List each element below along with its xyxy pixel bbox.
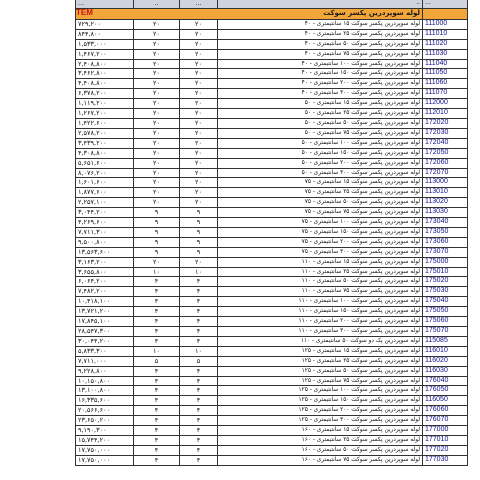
price-cell: ۴,۲۶۹,۶۰۰ bbox=[76, 218, 134, 228]
product-code-cell: 112000 bbox=[423, 99, 468, 109]
product-code-cell: 116050 bbox=[423, 396, 468, 406]
pack-cell: ۴ bbox=[180, 297, 218, 307]
description-cell: لوله سوپردرین پکسر سوکت ۱۰۰ سانتیمتری - ۱۲۵ bbox=[218, 386, 423, 396]
product-code-cell: 172060 bbox=[423, 158, 468, 168]
table-row bbox=[76, 208, 468, 218]
table-row bbox=[76, 89, 468, 99]
price-cell: ۳,۰۴۴,۲۰۰ bbox=[76, 208, 134, 218]
qty-cell: ۲۰ bbox=[134, 257, 180, 267]
description-cell: لوله سوپردرین پکسر سوکت ۲۵ سانتیمتری - ۷۵ bbox=[218, 188, 423, 198]
price-cell: ۵,۸۳۳,۳۰۰ bbox=[76, 346, 134, 356]
pack-cell: ۴ bbox=[180, 455, 218, 465]
pack-cell: ۲۰ bbox=[180, 49, 218, 59]
price-cell: ۱۷,۷۵۰,۰۰۰ bbox=[76, 455, 134, 465]
description-cell: لوله سوپردرین پکسر سوکت ۱۵۰ سانتیمتری - ۷۵ bbox=[218, 227, 423, 237]
pack-cell: ۹ bbox=[180, 227, 218, 237]
table-row bbox=[76, 128, 468, 138]
product-code-cell: 172070 bbox=[423, 168, 468, 178]
product-code-cell: 176040 bbox=[423, 376, 468, 386]
pack-cell: ۴ bbox=[180, 406, 218, 416]
price-cell: ۱۵,۷۴۴,۲۰۰ bbox=[76, 435, 134, 445]
pack-cell: ۹ bbox=[180, 237, 218, 247]
header-desc: .. bbox=[218, 0, 423, 8]
description-cell: لوله سوپردرین پکسر سوکت ۵۰ سانتیمتری - ۱۱۰ bbox=[218, 277, 423, 287]
price-cell: ۱,۲۶۷,۲۰۰ bbox=[76, 109, 134, 119]
qty-cell: ۴ bbox=[134, 327, 180, 337]
description-cell: لوله سوپردرین پکسر سوکت ۵۰ سانتیمتری - ۱۲۵ bbox=[218, 366, 423, 376]
price-list-table bbox=[75, 0, 468, 466]
price-cell: ۱۳,۷۲۱,۲۰۰ bbox=[76, 307, 134, 317]
description-cell: لوله سوپردرین پکسر سوکت ۱۵۰ سانتیمتری - ۱۱۰ bbox=[218, 307, 423, 317]
section-code-cell bbox=[423, 8, 468, 19]
product-code-cell: 111070 bbox=[423, 89, 468, 99]
qty-cell: ۴ bbox=[134, 445, 180, 455]
price-cell: ۲۰,۵۶۶,۶۰۰ bbox=[76, 406, 134, 416]
qty-cell: ۴ bbox=[134, 336, 180, 346]
pack-cell: ۴ bbox=[180, 327, 218, 337]
product-code-cell: 111030 bbox=[423, 49, 468, 59]
price-cell: ۹,۲۲۸,۸۰۰ bbox=[76, 366, 134, 376]
pack-cell: ۲۰ bbox=[180, 59, 218, 69]
qty-cell: ۹ bbox=[134, 227, 180, 237]
description-cell: لوله سوپردرین پکسر سوکت ۱۰۰ سانتیمتری - ۱۱۰ bbox=[218, 297, 423, 307]
price-cell: ۱,۱۱۹,۲۰۰ bbox=[76, 99, 134, 109]
description-cell: لوله سوپردرین پکسر سوکت ۲۵ سانتیمتری - ۵۰ bbox=[218, 109, 423, 119]
price-cell: ۴,۳۰۸,۸۰۰ bbox=[76, 148, 134, 158]
product-code-cell: 173050 bbox=[423, 227, 468, 237]
product-code-cell: 173060 bbox=[423, 237, 468, 247]
product-code-cell: 175060 bbox=[423, 317, 468, 327]
table-row bbox=[76, 257, 468, 267]
description-cell: لوله سوپردرین پکسر سوکت ۲۵ سانتیمتری - ۱۶۰ bbox=[218, 435, 423, 445]
pack-cell: ۴ bbox=[180, 376, 218, 386]
price-cell: ۳,۴۶۲,۸۰۰ bbox=[76, 69, 134, 79]
description-cell: لوله سوپردرین پکسر سوکت ۷۵ سانتیمتری - ۱۱۰ bbox=[218, 287, 423, 297]
product-code-cell: 176050 bbox=[423, 386, 468, 396]
price-cell: ۹,۱۹۰,۳۰۰ bbox=[76, 426, 134, 436]
qty-cell: ۲۰ bbox=[134, 118, 180, 128]
price-cell: ۹,۵۰۰,۸۰۰ bbox=[76, 237, 134, 247]
product-code-cell: 172020 bbox=[423, 118, 468, 128]
header-row bbox=[76, 0, 468, 8]
description-cell: لوله سوپردرین پکسر سوکت ۱۵ سانتیمتری - ۵۰ bbox=[218, 99, 423, 109]
price-cell: ۶,۰۶۴,۲۰۰ bbox=[76, 277, 134, 287]
pack-cell: ۲۰ bbox=[180, 257, 218, 267]
qty-cell: ۹ bbox=[134, 237, 180, 247]
qty-cell: ۴ bbox=[134, 396, 180, 406]
description-cell: لوله سوپردرین پکسر سوکت ۱۵ سانتیمتری - ۱۲۵ bbox=[218, 346, 423, 356]
qty-cell: ۴ bbox=[134, 277, 180, 287]
description-cell: لوله سوپردرین پکسر سوکت ۲۰۰ سانتیمتری - ۱۱۰ bbox=[218, 317, 423, 327]
description-cell: لوله سوپردرین پکسر سوکت ۵۰ سانتیمتری - ۷۵ bbox=[218, 198, 423, 208]
table-row bbox=[76, 138, 468, 148]
qty-cell: ۴ bbox=[134, 426, 180, 436]
description-cell: لوله سوپردرین پکسر سوکت ۱۵ سانتیمتری - ۱۶۰ bbox=[218, 426, 423, 436]
qty-cell: ۹ bbox=[134, 247, 180, 257]
product-code-cell: 111020 bbox=[423, 39, 468, 49]
qty-cell: ۲۰ bbox=[134, 178, 180, 188]
table-row bbox=[76, 386, 468, 396]
table-row bbox=[76, 366, 468, 376]
pack-cell: ۹ bbox=[180, 247, 218, 257]
product-code-cell: 175050 bbox=[423, 307, 468, 317]
table-row bbox=[76, 297, 468, 307]
description-cell: لوله سوپردرین پکسر سوکت ۲۰۰ سانتیمتری - ۴۰ bbox=[218, 79, 423, 89]
qty-cell: ۴ bbox=[134, 317, 180, 327]
qty-cell: ۲۰ bbox=[134, 89, 180, 99]
pack-cell: ۹ bbox=[180, 218, 218, 228]
table-row bbox=[76, 218, 468, 228]
description-cell: لوله سوپردرین پکسر سوکت ۵۰ سانتیمتری - ۴۰ bbox=[218, 39, 423, 49]
table-row bbox=[76, 426, 468, 436]
description-cell: لوله سوپردرین پکسر سوکت ۳۰۰ سانتیمتری - ۱۲۵ bbox=[218, 416, 423, 426]
price-cell: ۱۳,۱۰۰,۸۰۰ bbox=[76, 386, 134, 396]
product-code-cell: 177030 bbox=[423, 455, 468, 465]
description-cell: لوله سوپردرین پکسر سوکت ۳۰۰ سانتیمتری - ۱۱۰ bbox=[218, 327, 423, 337]
product-code-cell: 113030 bbox=[423, 208, 468, 218]
description-cell: لوله سوپردرین پکسر سوکت ۷۵ سانتیمتری - ۱۲۵ bbox=[218, 376, 423, 386]
price-cell: ۱۶,۳۳۵,۶۰۰ bbox=[76, 396, 134, 406]
qty-cell: ۱۰ bbox=[134, 346, 180, 356]
qty-cell: ۴ bbox=[134, 376, 180, 386]
product-code-cell: 173070 bbox=[423, 247, 468, 257]
table-row bbox=[76, 188, 468, 198]
product-code-cell: 177020 bbox=[423, 445, 468, 455]
table-row bbox=[76, 327, 468, 337]
price-cell: ۲,۴۰۸,۸۰۰ bbox=[76, 59, 134, 69]
pack-cell: ۴ bbox=[180, 287, 218, 297]
table-row bbox=[76, 445, 468, 455]
header-col-a: .. bbox=[134, 0, 180, 8]
pack-cell: ۴ bbox=[180, 445, 218, 455]
description-cell: لوله سوپردرین پکسر سوکت ۷۵ سانتیمتری - ۷۵ bbox=[218, 208, 423, 218]
qty-cell: ۴ bbox=[134, 435, 180, 445]
table-row bbox=[76, 406, 468, 416]
table-row bbox=[76, 168, 468, 178]
product-code-cell: 113010 bbox=[423, 188, 468, 198]
product-code-cell: 173040 bbox=[423, 218, 468, 228]
product-code-cell: 116020 bbox=[423, 356, 468, 366]
pack-cell: ۲۰ bbox=[180, 148, 218, 158]
product-code-cell: 172030 bbox=[423, 128, 468, 138]
table-row bbox=[76, 198, 468, 208]
pack-cell: ۴ bbox=[180, 307, 218, 317]
price-cell: ۷۲۹,۲۰۰ bbox=[76, 19, 134, 29]
qty-cell: ۴ bbox=[134, 386, 180, 396]
table-row bbox=[76, 346, 468, 356]
price-cell: ۱,۸۷۷,۶۰۰ bbox=[76, 188, 134, 198]
description-cell: لوله سوپردرین پکسر سوکت ۲۰۰ سانتیمتری - ۱۲۵ bbox=[218, 406, 423, 416]
header-code: ... bbox=[423, 0, 468, 8]
price-cell: ۱۷,۸۴۵,۱۰۰ bbox=[76, 317, 134, 327]
pack-cell: ۴ bbox=[180, 396, 218, 406]
product-code-cell: 175040 bbox=[423, 297, 468, 307]
product-code-cell: 175010 bbox=[423, 267, 468, 277]
table-row bbox=[76, 69, 468, 79]
description-cell: لوله سوپردرین پکسر سوکت ۱۵۰ سانتیمتری - ۱۲۵ bbox=[218, 396, 423, 406]
section-title: لوله سوپردرین پکسر سوکت bbox=[76, 8, 423, 19]
table-row bbox=[76, 158, 468, 168]
description-cell: لوله سوپردرین پکسر سوکت ۵۰ سانتیمتری - ۵۰ bbox=[218, 118, 423, 128]
description-cell: لوله سوپردرین پکسر سوکت ۲۵ سانتیمتری - ۱۱۰ bbox=[218, 267, 423, 277]
pack-cell: ۲۰ bbox=[180, 178, 218, 188]
table-row bbox=[76, 99, 468, 109]
product-code-cell: 113020 bbox=[423, 198, 468, 208]
price-cell: ۳,۴۳۹,۲۰۰ bbox=[76, 138, 134, 148]
qty-cell: ۲۰ bbox=[134, 39, 180, 49]
qty-cell: ۲۰ bbox=[134, 109, 180, 119]
qty-cell: ۲۰ bbox=[134, 49, 180, 59]
product-code-cell: 116030 bbox=[423, 366, 468, 376]
qty-cell: ۹ bbox=[134, 208, 180, 218]
pack-cell: ۴ bbox=[180, 435, 218, 445]
qty-cell: ۲۰ bbox=[134, 79, 180, 89]
header-col-b: ... bbox=[180, 0, 218, 8]
table-row bbox=[76, 416, 468, 426]
header-price: ... bbox=[76, 0, 134, 8]
price-cell: ۷,۷۱۱,۳۰۰ bbox=[76, 227, 134, 237]
table-row bbox=[76, 267, 468, 277]
pack-cell: ۲۰ bbox=[180, 29, 218, 39]
table-row bbox=[76, 336, 468, 346]
product-code-cell: 175000 bbox=[423, 257, 468, 267]
price-cell: ۲۸,۵۴۷,۳۰۰ bbox=[76, 327, 134, 337]
price-cell: ۱۳,۵۶۳,۶۰۰ bbox=[76, 247, 134, 257]
table-row bbox=[76, 237, 468, 247]
qty-cell: ۲۰ bbox=[134, 198, 180, 208]
pack-cell: ۲۰ bbox=[180, 198, 218, 208]
price-cell: ۱,۴۶۷,۲۰۰ bbox=[76, 49, 134, 59]
price-cell: ۲۳,۶۵۰,۲۰۰ bbox=[76, 416, 134, 426]
description-cell: لوله سوپردرین پکسر سوکت ۷۵ سانتیمتری - ۵۰ bbox=[218, 128, 423, 138]
price-cell: ۲,۵۷۸,۲۰۰ bbox=[76, 128, 134, 138]
price-cell: ۱,۴۲۲,۶۰۰ bbox=[76, 118, 134, 128]
table-row bbox=[76, 307, 468, 317]
product-code-cell: 111000 bbox=[423, 19, 468, 29]
pack-cell: ۲۰ bbox=[180, 39, 218, 49]
table-row bbox=[76, 148, 468, 158]
price-cell: ۷,۴۸۲,۲۰۰ bbox=[76, 287, 134, 297]
description-cell: لوله سوپردرین پکسر سوکت ۱۵ سانتیمتری - ۷۵ bbox=[218, 178, 423, 188]
price-cell: ۶,۳۷۸,۲۰۰ bbox=[76, 89, 134, 99]
product-code-cell: 111040 bbox=[423, 59, 468, 69]
table-row bbox=[76, 19, 468, 29]
product-code-cell: 175020 bbox=[423, 277, 468, 287]
qty-cell: ۲۰ bbox=[134, 188, 180, 198]
table-row bbox=[76, 287, 468, 297]
description-cell: لوله سوپردرین پکسر سوکت ۳۰۰ سانتیمتری - ۷۵ bbox=[218, 247, 423, 257]
qty-cell: ۴ bbox=[134, 406, 180, 416]
description-cell: لوله سوپردرین پکسر سوکت ۲۵ سانتیمتری - ۴۰ bbox=[218, 29, 423, 39]
product-code-cell: 111050 bbox=[423, 69, 468, 79]
product-code-cell: 111010 bbox=[423, 29, 468, 39]
description-cell: لوله سوپردرین پکسر سوکت ۵۰ سانتیمتری - ۱۶۰ bbox=[218, 445, 423, 455]
description-cell: لوله سوپردرین پکسر سوکت ۱۰۰ سانتیمتری - ۷۵ bbox=[218, 218, 423, 228]
pack-cell: ۲۰ bbox=[180, 79, 218, 89]
pack-cell: ۴ bbox=[180, 386, 218, 396]
price-cell: ۵,۶۵۱,۶۰۰ bbox=[76, 158, 134, 168]
price-cell: ۷,۷۱۱,۰۰۰ bbox=[76, 356, 134, 366]
table-row bbox=[76, 356, 468, 366]
table-row bbox=[76, 79, 468, 89]
product-code-cell: 176070 bbox=[423, 416, 468, 426]
description-cell: لوله سوپردرین پکسر سوکت ۱۵۰ سانتیمتری - ۴۰ bbox=[218, 69, 423, 79]
qty-cell: ۲۰ bbox=[134, 138, 180, 148]
price-list-body bbox=[76, 0, 468, 465]
product-code-cell: 175030 bbox=[423, 287, 468, 297]
table-row bbox=[76, 317, 468, 327]
price-cell: ۸,۰۷۶,۲۰۰ bbox=[76, 168, 134, 178]
qty-cell: ۴ bbox=[134, 297, 180, 307]
pack-cell: ۲۰ bbox=[180, 89, 218, 99]
pack-cell: ۴ bbox=[180, 426, 218, 436]
table-row bbox=[76, 455, 468, 465]
product-code-cell: 177010 bbox=[423, 435, 468, 445]
pack-cell: ۴ bbox=[180, 366, 218, 376]
price-cell: ۲,۲۵۷,۱۰۰ bbox=[76, 198, 134, 208]
product-code-cell: 175070 bbox=[423, 327, 468, 337]
table-row bbox=[76, 118, 468, 128]
description-cell: لوله سوپردرین پکسر سوکت ۳۰۰ سانتیمتری - ۴۰ bbox=[218, 89, 423, 99]
description-cell: لوله سوپردرین پکسر سوکت ۳۰۰ سانتیمتری - ۵۰ bbox=[218, 168, 423, 178]
table-row bbox=[76, 178, 468, 188]
pack-cell: ۴ bbox=[180, 416, 218, 426]
description-cell: لوله سوپردرین پکسر سوکت ۱۰۰ سانتیمتری - ۵۰ bbox=[218, 138, 423, 148]
pack-cell: ۴ bbox=[180, 277, 218, 287]
qty-cell: ۲۰ bbox=[134, 69, 180, 79]
price-cell: ۱,۶۰۱,۶۰۰ bbox=[76, 178, 134, 188]
qty-cell: ۲۰ bbox=[134, 59, 180, 69]
description-cell: لوله سوپردرین پکسر سوکت ۲۵ سانتیمتری - ۱۲۵ bbox=[218, 356, 423, 366]
table-row bbox=[76, 227, 468, 237]
price-cell: ۸۴۴,۸۰۰ bbox=[76, 29, 134, 39]
product-code-cell: 176060 bbox=[423, 406, 468, 416]
description-cell: لوله سوپردرین پک دو سوکت ۵۰ سانتیمتری - ۱۱۰ bbox=[218, 336, 423, 346]
qty-cell: ۵ bbox=[134, 356, 180, 366]
qty-cell: ۴ bbox=[134, 307, 180, 317]
table-row bbox=[76, 59, 468, 69]
qty-cell: ۲۰ bbox=[134, 158, 180, 168]
qty-cell: ۲۰ bbox=[134, 148, 180, 158]
table-row bbox=[76, 277, 468, 287]
table-row bbox=[76, 109, 468, 119]
product-code-cell: 116010 bbox=[423, 346, 468, 356]
qty-cell: ۲۰ bbox=[134, 19, 180, 29]
description-cell: لوله سوپردرین پکسر سوکت ۲۰۰ سانتیمتری - ۷۵ bbox=[218, 237, 423, 247]
price-cell: ۳۰,۰۴۴,۲۰۰ bbox=[76, 336, 134, 346]
table-row bbox=[76, 49, 468, 59]
pack-cell: ۲۰ bbox=[180, 99, 218, 109]
product-code-cell: 115085 bbox=[423, 336, 468, 346]
pack-cell: ۴ bbox=[180, 336, 218, 346]
qty-cell: ۲۰ bbox=[134, 29, 180, 39]
product-code-cell: 112010 bbox=[423, 109, 468, 119]
pack-cell: ۱۰ bbox=[180, 267, 218, 277]
section-tag: TEM bbox=[76, 8, 93, 17]
pack-cell: ۲۰ bbox=[180, 118, 218, 128]
description-cell: لوله سوپردرین پکسر سوکت ۱۵ سانتیمتری - ۴۰ bbox=[218, 19, 423, 29]
pack-cell: ۲۰ bbox=[180, 188, 218, 198]
price-cell: ۳,۶۵۵,۸۰۰ bbox=[76, 267, 134, 277]
description-cell: لوله سوپردرین پکسر سوکت ۷۵ سانتیمتری - ۴۰ bbox=[218, 49, 423, 59]
product-code-cell: 111060 bbox=[423, 79, 468, 89]
description-cell: لوله سوپردرین پکسر سوکت ۷۵ سانتیمتری - ۱۶۰ bbox=[218, 455, 423, 465]
qty-cell: ۴ bbox=[134, 416, 180, 426]
product-code-cell: 113000 bbox=[423, 178, 468, 188]
table-row bbox=[76, 29, 468, 39]
table-row bbox=[76, 396, 468, 406]
product-code-cell: 172050 bbox=[423, 148, 468, 158]
pack-cell: ۲۰ bbox=[180, 109, 218, 119]
qty-cell: ۲۰ bbox=[134, 168, 180, 178]
table-row bbox=[76, 376, 468, 386]
qty-cell: ۹ bbox=[134, 218, 180, 228]
pack-cell: ۲۰ bbox=[180, 168, 218, 178]
price-cell: ۴,۴۰۸,۸۰۰ bbox=[76, 79, 134, 89]
pack-cell: ۲۰ bbox=[180, 158, 218, 168]
pack-cell: ۴ bbox=[180, 317, 218, 327]
qty-cell: ۴ bbox=[134, 366, 180, 376]
price-cell: ۱۰,۴۱۸,۱۰۰ bbox=[76, 297, 134, 307]
pack-cell: ۲۰ bbox=[180, 19, 218, 29]
pack-cell: ۲۰ bbox=[180, 128, 218, 138]
pack-cell: ۱۰ bbox=[180, 346, 218, 356]
table-row bbox=[76, 435, 468, 445]
qty-cell: ۴ bbox=[134, 455, 180, 465]
pack-cell: ۹ bbox=[180, 208, 218, 218]
description-cell: لوله سوپردرین پکسر سوکت ۲۰۰ سانتیمتری - ۵۰ bbox=[218, 158, 423, 168]
qty-cell: ۲۰ bbox=[134, 99, 180, 109]
table-row bbox=[76, 39, 468, 49]
qty-cell: ۲۰ bbox=[134, 128, 180, 138]
pack-cell: ۵ bbox=[180, 356, 218, 366]
pack-cell: ۲۰ bbox=[180, 69, 218, 79]
pack-cell: ۲۰ bbox=[180, 138, 218, 148]
description-cell: لوله سوپردرین پکسر سوکت ۱۵ سانتیمتری - ۱۱۰ bbox=[218, 257, 423, 267]
price-cell: ۳,۱۶۳,۲۰۰ bbox=[76, 257, 134, 267]
product-code-cell: 172040 bbox=[423, 138, 468, 148]
product-code-cell: 177000 bbox=[423, 426, 468, 436]
qty-cell: ۴ bbox=[134, 287, 180, 297]
description-cell: لوله سوپردرین پکسر سوکت ۱۰۰ سانتیمتری - ۴۰ bbox=[218, 59, 423, 69]
price-cell: ۱۰,۱۵۰,۸۰۰ bbox=[76, 376, 134, 386]
section-row bbox=[76, 8, 468, 19]
description-cell: لوله سوپردرین پکسر سوکت ۱۵۰ سانتیمتری - ۵۰ bbox=[218, 148, 423, 158]
price-cell: ۱,۵۳۳,۰۰۰ bbox=[76, 39, 134, 49]
qty-cell: ۱۰ bbox=[134, 267, 180, 277]
price-cell: ۱۷,۷۵۰,۰۰۰ bbox=[76, 445, 134, 455]
table-row bbox=[76, 247, 468, 257]
